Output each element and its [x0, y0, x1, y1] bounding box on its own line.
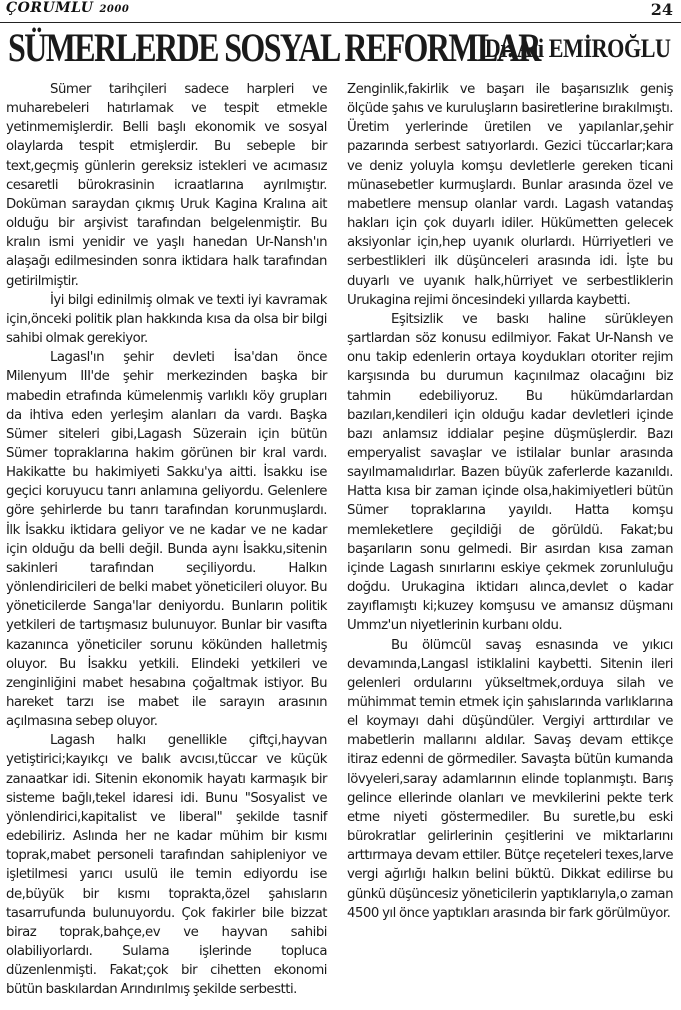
paragraph: Eşitsizlik ve baskı haline sürükleyen şartlardan söz konusu edilmiyor. Fakat Ur-Nansh ve onu takip edenlerin ortaya koydukları otoriter rejim karşısında bu durumun kaçınılmaz olacağını biz tahmin edebiliyoruz. Bu hükümdarlardan bazıları,kendileri için olduğu kadar devletleri içinde bazı anlamsız iddialar peşine düşmüşlerdir. Bazı emperyalist savaşlar ve istilalar bunlar arasında sayılmamalıdırlar. Bazen büyük zaferlerde kazanıldı. Hatta kısa bir zaman içinde olsa,hakimiyetleri bütün Sümer topraklarına yayıldı. Hatta komşu memleketlere geçildiği de görüldü. Fakat;bu başarıların sonu gelmedi. Bir asırdan kısa zaman içinde Lagash sınırlarını eskiye çekmek zorunluluğu doğdu. Urukagina iktidarı alınca,devlet o kadar zayıflamıştı ki;kuzey komşusu ve amansız düşmanı Ummz'un niyetlerinin kurbanı oldu. [347, 311, 673, 634]
paragraph: Lagasl'ın şehir devleti İsa'dan önce Milenyum III'de şehir merkezinden başka bir mabedin etrafında kümelenmiş varlıklı köy grupları da ihtiva eden yerleşim alanları da vardı. Başka Sümer siteleri gibi,Lagash Süzerain için bütün Sümer topraklarına hakim görünen bir kral vardı. Hakikatte bu hakimiyeti Sakku'ya aitti. İsakku ise geçici koruyucu tanrı anlamına geliyordu. Gelenlere göre şehirlerde bu tanrı tarafından korunmuşlardı. İlk İsakku iktidara geliyor ve ne kadar ve ne kadar için olduğu da belli değil. Bunda aynı İsakku,sitenin sakinleri tarafından seçiliyordu. Halkın yönlendiricileri de belki mabet yöneticileri oluyor. Bu yöneticilerde Sanga'lar deniyordu. Bunların politik yetkileri de tartışmasız bulunuyor. Bunlar bir vasıfta kazanınca yöneticiler sorunu kökünden halletmiş oluyor. Bu İsakku yetkili. Elindeki yetkileri ve zenginliğini mabet hesabına çoğaltmak istiyor. Bu hareket tarzı ise mabet ile sarayın arasının açılmasına sebep oluyor. [6, 350, 327, 730]
left-column [6, 80, 327, 1000]
paragraph: İyi bilgi edinilmiş olmak ve texti iyi kavramak için,önceki politik plan hakkında kısa da olsa bir bilgi sahibi olmak gerekiyor. [6, 292, 327, 347]
magazine-title: ÇORUMLU [6, 0, 94, 16]
paragraph: Bu ölümcül savaş esnasında ve yıkıcı devamında,Langasl istiklalini kaybetti. Sitenin ileri gelenleri ordularını yükseltmek,orduya silah ve mühimmat temin etmek için şahıslarında varlıklarına el koymayı dahi düşündüler. Vergiyi arttırdılar ve mabetlerin mallarını aldılar. Savaş devam ettikçe itiraz edenni de görmediler. Savaşta bütün kumanda lövyeleri,saray adamlarının elinde toplanmıştı. Barış gelince ellerinde olanları ve mevkilerini pekte terk etme niyeti göstermediler. Bu suretle,bu eski bürokratlar gelirlerinin çeşitlerini ve miktarlarını arttırmaya devam ettiler. Bütçe reçeteleri texes,larve vergi ağırlığı halkın belini büktü. Dikkat edilirse bu günkü düşüncesiz yöneticilerin yaptıklarıyla,o zaman 4500 yıl önce yaptıkları arasında bir fark görülmüyor. [347, 637, 673, 921]
paragraph: Lagash halkı genellikle çiftçi,hayvan yetiştirici;kayıkçı ve balık avcısı,tüccar ve küçük zanaatkar idi. Sitenin ekonomik hayatı karmaşık bir sisteme bağlı,tekel idaresi idi. Bunu "Sosyalist ve yönlendirici,kapitalist ve liberal" şekilde tasnif edebiliriz. Aslında her ne kadar mühim bir kısmı toprak,mabet personeli tarafından sahipleniyor ve işletilmesi yarıcı usulü ile temin ediyordu ise de,büyük bir kısmı toprakta,özel şahısların tasarrufunda bulunuyordu. Çok fakirler bile bizzat biraz toprak,bahçe,ev ve hayvan sahibi olabiliyorlardı. Sulama işlerinde topluca düzenlenmişti. Fakat;çok bir cihetten ekonomi bütün baskılardan Arındırılmış şekilde serbestti. [6, 733, 327, 998]
paragraph: Sümer tarihçileri sadece harpleri ve muharebeleri hatırlamak ve tespit etmekle yetinmemişlerdir. Belli başlı ekonomik ve sosyal olaylarda tespit etmişlerdir. Bu sebeple bir text,geçmiş günlerin gereksiz istekleri ve acımasız cesaretli bürokrasinin icraatlarına ayrılmıştır. Doküman saraydan çıkmış Uruk Kagina Kralına ait olduğu bir arşivist tarafından belgelenmiştir. Bu kralın ismi yenidir ve yaşlı hanedan Ur-Nansh'ın alaşağı edilmesinden sonra iktidara halk tarafından getirilmiştir. [6, 82, 327, 289]
article-author: Dr. Ali EMİROĞLU [485, 34, 671, 63]
article-title: SÜMERLERDE SOSYAL REFORMLAR [8, 25, 540, 70]
magazine-name [6, 0, 129, 16]
page-number: 24 [650, 0, 673, 19]
magazine-year: 2000 [99, 4, 130, 15]
article-titlebar [0, 26, 681, 70]
page-header [0, 0, 681, 23]
paragraph: Zenginlik,fakirlik ve başarı ile başarısızlık geniş ölçüde şahıs ve kuruluşların basiretlerine bırakılmıştı. Üretim yerlerinde üretilen ve yapılanlar,şehir pazarında serbest satıyorlardı. Gezici tüccarlar;kara ve deniz yoluyla komşu devletlerle gereken ticani münasebetler kurmuşlardı. Bunlar arasında özel ve mabetlere mensup olanlar vardı. Lagash vatandaş hakları için çok duyarlı idiler. Hükümetten gelecek aksiyonlar için,hep uyanık olurlardı. Hürriyetleri ve serbestlikleri ilk düşünceleri arasında idi. İşte bu duyarlı ve uyanık halk,hürriyet ve serbestliklerin Urukagina rejimi öncesindeki yıllarda kaybetti. [347, 82, 673, 308]
right-column [347, 80, 673, 923]
